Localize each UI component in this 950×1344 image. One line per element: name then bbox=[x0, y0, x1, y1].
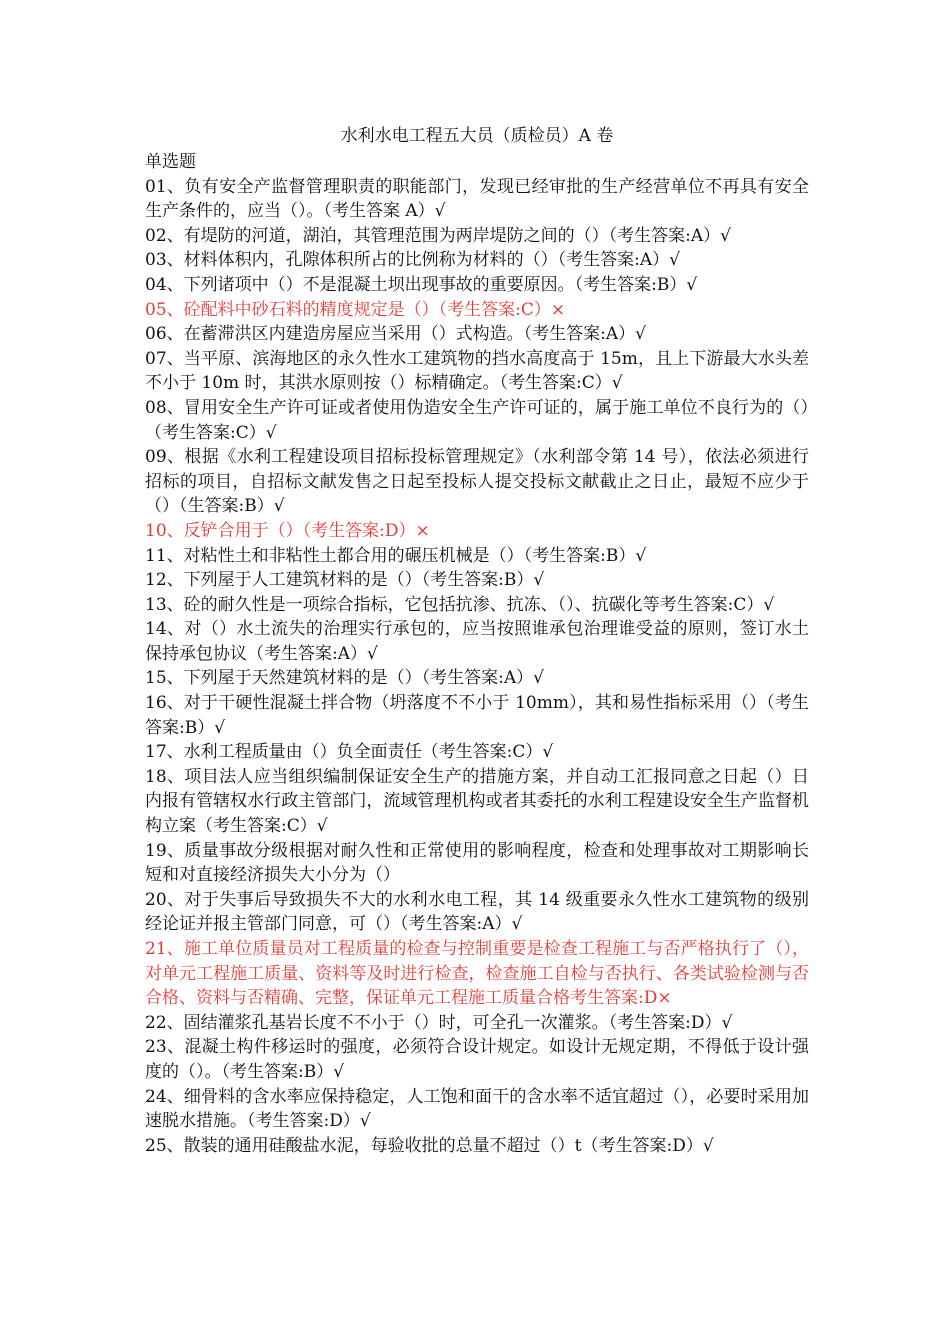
question-item: 03、材料体积内，孔隙体积所占的比例称为材料的（）（考生答案:A）√ bbox=[145, 250, 680, 271]
question-item: 20、对于失事后导致损失不大的水利水电工程，其 14 级重要永久性水工建筑物的级别经论证并报主管部门同意，可（）（考生答案:A）√ bbox=[145, 889, 809, 935]
question-item: 13、砼的耐久性是一项综合指标，它包括抗渗、抗冻、（）、抗碳化等考生答案:C）√ bbox=[145, 594, 775, 615]
question-list bbox=[145, 175, 809, 1159]
question-item: 19、质量事故分级根据对耐久性和正常使用的影响程度，检查和处理事故对工期影响长短和对直接经济损失大小分为（） bbox=[145, 840, 809, 886]
question-item: 07、当平原、滨海地区的永久性水工建筑物的挡水高度高于 15m，且上下游最大水头差不小于 10m 时，其洪水原则按（）标精确定。（考生答案:C）√ bbox=[145, 348, 809, 394]
question-item: 17、水利工程质量由（）负全面责任（考生答案:C）√ bbox=[145, 742, 554, 763]
question-item: 16、对于干硬性混凝土拌合物（坍落度不不小于 10mm），其和易性指标采用（）（考生答案:B）√ bbox=[145, 693, 809, 738]
question-item: 22、固结灌浆孔基岩长度不不小于（）时，可全孔一次灌浆。（考生答案:D）√ bbox=[145, 1012, 733, 1033]
question-item: 18、项目法人应当组织编制保证安全生产的措施方案，并自动工汇报同意之日起（）日内报有管辖权水行政主管部门，流域管理机构或者其委托的水利工程建设安全生产监督机构立案（考生答案:C）√ bbox=[145, 766, 809, 837]
question-item: 06、在蓄滞洪区内建造房屋应当采用（）式构造。（考生答案:A）√ bbox=[145, 324, 646, 345]
question-item: 14、对（）水土流失的治理实行承包的，应当按照谁承包治理谁受益的原则，签订水土保持承包协议（考生答案:A）√ bbox=[145, 619, 809, 664]
section-heading: 单选题 bbox=[145, 152, 196, 172]
question-item: 25、散装的通用硅酸盐水泥，每验收批的总量不超过（）t（考生答案:D）√ bbox=[145, 1135, 714, 1156]
question-item: 10、反铲合用于（）（考生答案:D）× bbox=[145, 520, 430, 541]
question-item: 09、根据《水利工程建设项目招标投标管理规定》（水利部令第 14 号），依法必须进行招标的项目，自招标文献发售之日起至投标人提交投标文献截止之日止，最短不应少于（）（生答案:B）√ bbox=[145, 447, 809, 517]
question-item: 23、混凝土构件移运时的强度，必须符合设计规定。如设计无规定期，不得低于设计强度的（）。（考生答案:B）√ bbox=[145, 1037, 809, 1082]
question-item: 05、砼配料中砂石料的精度规定是（）（考生答案:C）× bbox=[145, 299, 566, 320]
question-item: 02、有堤防的河道，湖泊，其管理范围为两岸堤防之间的（）（考生答案:A）√ bbox=[145, 225, 731, 246]
question-item: 24、细骨料的含水率应保持稳定，人工饱和面干的含水率不适宜超过（），必要时采用加速脱水措施。（考生答案:D）√ bbox=[145, 1086, 809, 1132]
document-content bbox=[145, 124, 809, 1158]
question-item: 21、施工单位质量员对工程质量的检查与控制重要是检查工程施工与否严格执行了（），对单元工程施工质量、资料等及时进行检查，检查施工自检与否执行、各类试验检测与否合格、资料与否精确、完整，保证单元工程施工质量合格考生答案:D× bbox=[145, 939, 809, 1009]
question-item: 04、下列诸项中（）不是混凝土坝出现事故的重要原因。（考生答案:B）√ bbox=[145, 274, 698, 295]
question-item: 01、负有安全产监督管理职责的职能部门，发现已经审批的生产经营单位不再具有安全生产条件的，应当（）。（考生答案 A）√ bbox=[145, 176, 809, 222]
question-item: 08、冒用安全生产许可证或者使用伪造安全生产许可证的，属于施工单位不良行为的（）（考生答案:C）√ bbox=[145, 397, 809, 443]
document-title: 水利水电工程五大员（质检员）A 卷 bbox=[340, 126, 614, 146]
question-item: 15、下列屋于天然建筑材料的是（）（考生答案:A）√ bbox=[145, 668, 544, 689]
question-item: 12、下列屋于人工建筑材料的是（）（考生答案:B）√ bbox=[145, 570, 545, 591]
question-item: 11、对粘性土和非粘性土都合用的碾压机械是（）（考生答案:B）√ bbox=[145, 545, 647, 566]
